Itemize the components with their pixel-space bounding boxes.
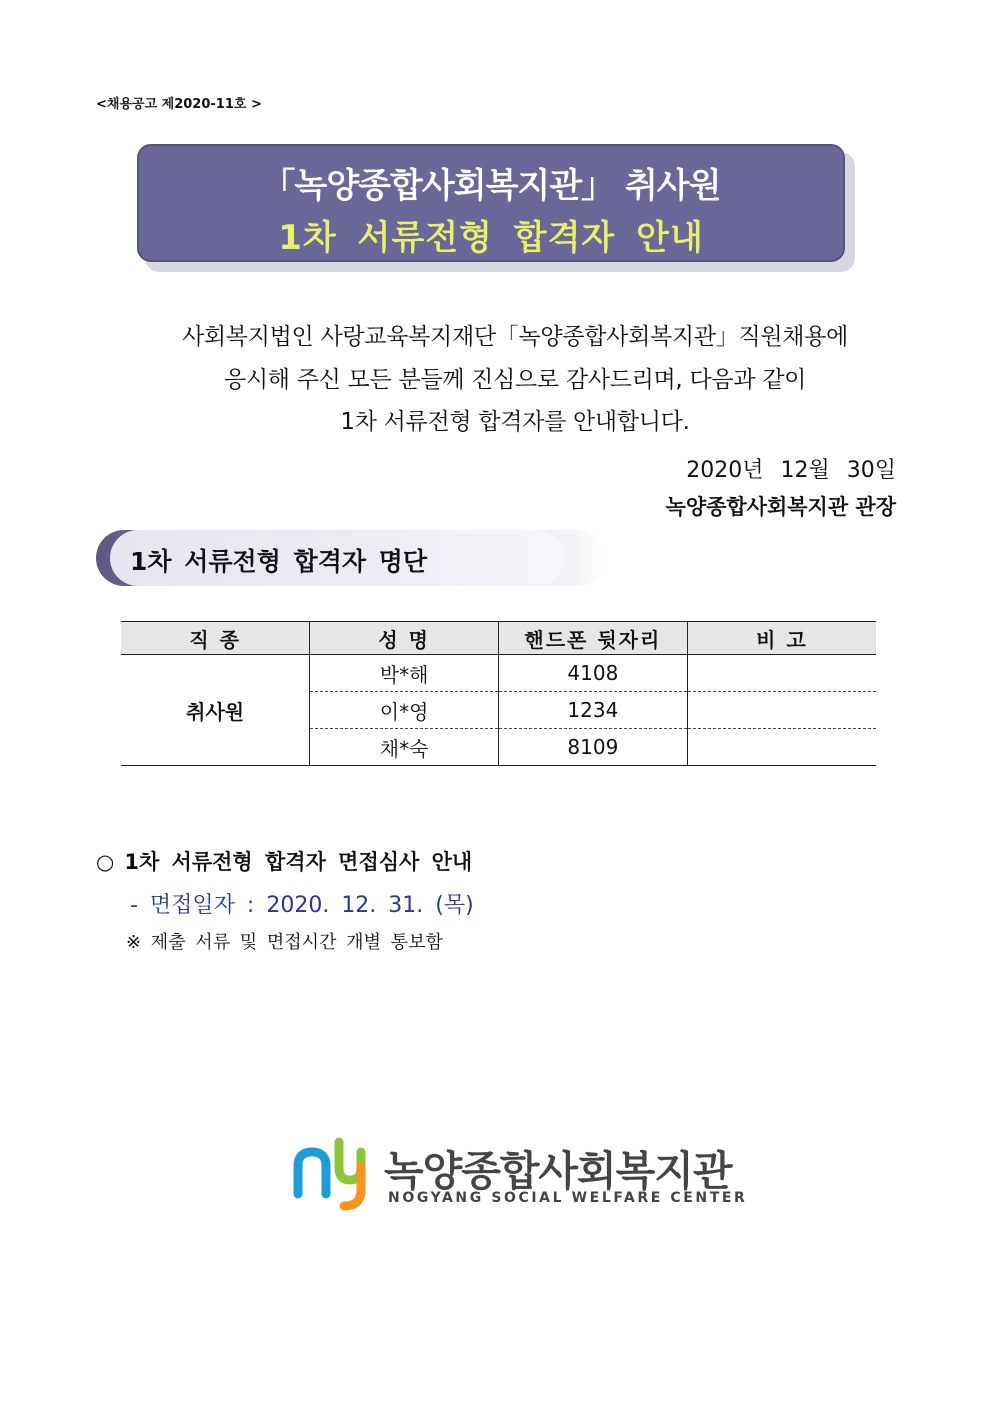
job-type-cell: 취사원 (121, 655, 310, 766)
section-title: 1차 서류전형 합격자 명단 (130, 547, 428, 576)
phone-cell: 8109 (499, 729, 688, 766)
successful-applicants-table (121, 621, 876, 766)
phone-cell: 1234 (499, 692, 688, 729)
title-banner (137, 144, 845, 262)
interview-date: - 면접일자 : 2020. 12. 31. (목) (130, 893, 474, 918)
note-cell (687, 729, 876, 766)
header-phone: 핸드폰 뒷자리 (499, 622, 688, 655)
banner-title-line2: 1차 서류전형 합격자 안내 (278, 218, 704, 258)
note-cell (687, 655, 876, 692)
signatory: 녹양종합사회복지관 관장 (665, 495, 896, 519)
note-cell (687, 692, 876, 729)
center-logo-icon (292, 1132, 374, 1214)
name-cell: 이*영 (310, 692, 499, 729)
banner-title-line1: 「녹양종합사회복지관」 취사원 (261, 166, 721, 206)
interview-heading-text: 1차 서류전형 합격자 면접심사 안내 (124, 850, 473, 874)
section-header (96, 530, 616, 586)
intro-line-1: 사회복지법인 사랑교육복지재단「녹양종합사회복지관」직원채용에 (181, 324, 849, 350)
phone-cell: 4108 (499, 655, 688, 692)
notice-date: 2020년 12월 30일 (686, 458, 896, 483)
table-row (121, 655, 876, 692)
name-cell: 채*숙 (310, 729, 499, 766)
name-cell: 박*해 (310, 655, 499, 692)
interview-note: ※ 제출 서류 및 면접시간 개별 통보함 (126, 932, 443, 953)
intro-line-2: 응시해 주신 모든 분들께 진심으로 감사드리며, 다음과 같이 (223, 367, 807, 393)
circle-bullet-icon: ○ (96, 850, 115, 874)
table-header-row (121, 622, 876, 655)
logo-name-korean: 녹양종합사회복지관 (384, 1147, 732, 1195)
logo-name-english: NOGYANG SOCIAL WELFARE CENTER (388, 1190, 748, 1206)
header-job-type: 직 종 (121, 622, 310, 655)
header-name: 성 명 (310, 622, 499, 655)
header-note: 비 고 (687, 622, 876, 655)
interview-heading (96, 846, 472, 876)
notice-number: <채용공고 제2020-11호 > (96, 97, 262, 112)
intro-line-3: 1차 서류전형 합격자를 안내합니다. (340, 409, 690, 435)
